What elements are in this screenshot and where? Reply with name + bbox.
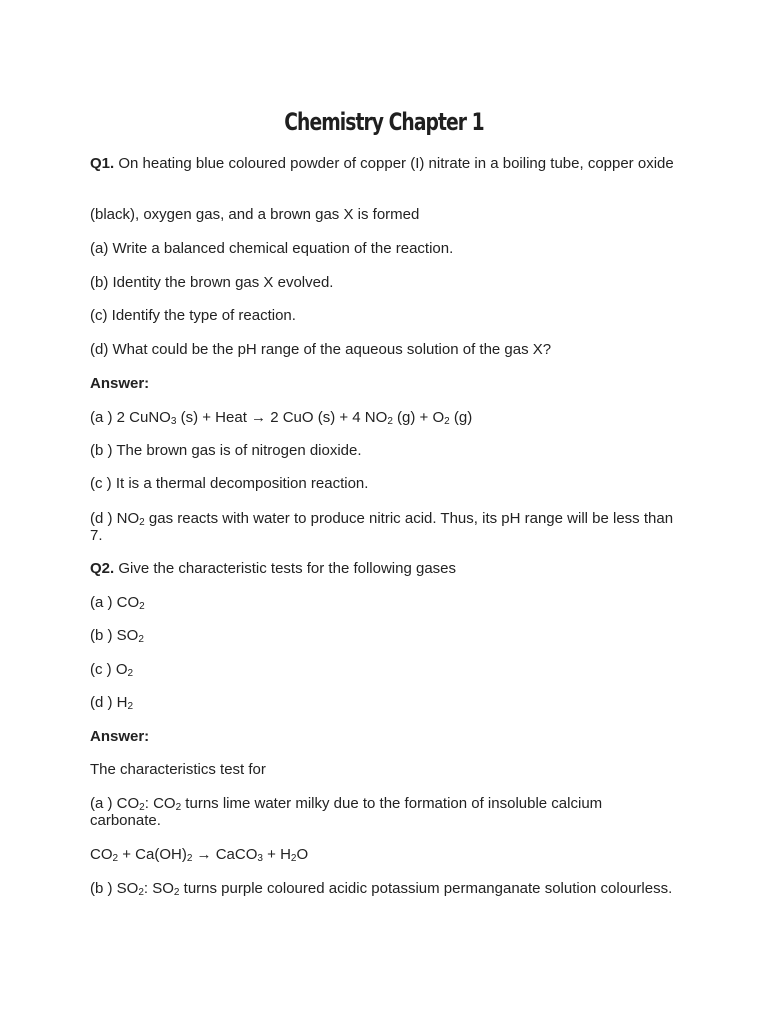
- q2-part-d: (d ) $H_2$: [90, 694, 134, 712]
- q2-intro: The characteristics test for: [90, 761, 266, 778]
- q1-part-b: (b) Identity the brown gas X evolved.: [90, 274, 334, 291]
- q1-answer-d: (d ) $NO_2$ gas reacts with water to produce nitric acid. Thus, its pH range will be less than 7.: [90, 510, 674, 544]
- q2-answer-b: (b ) $SO_2$: $SO_2$ turns purple coloured acidic potassium permanganate solution colourless.: [90, 880, 673, 898]
- document-title: Chemistry Chapter 1: [284, 108, 484, 136]
- q1-part-c: (c) Identify the type of reaction.: [90, 307, 296, 324]
- q1-answer-a: (a ) 2 CuNO$_3$ (s) + Heat → 2 CuO (s) + 4 $NO_2$ $(g) + O_2$ (g): [90, 409, 473, 427]
- q1-part-a: (a) Write a balanced chemical equation of the reaction.: [90, 240, 454, 257]
- q1-text: On heating blue coloured powder of copper (I) nitrate in a boiling tube, copper oxide: [114, 155, 674, 172]
- q1-answer-label: Answer:: [90, 375, 150, 392]
- q2-answer-a: (a ) $CO_2$: $CO_2$ turns lime water milky due to the formation of insoluble calcium carbonate.: [90, 795, 603, 829]
- q2-label: Q2.: [90, 560, 115, 577]
- q1-answer-b: (b ) The brown gas is of nitrogen dioxide.: [90, 442, 362, 459]
- q2-text: Give the characteristic tests for the following gases: [114, 560, 457, 577]
- q2-part-a: (a ) $CO_2$: [90, 594, 145, 612]
- q2-part-b: (b ) $SO_2$: [90, 627, 144, 645]
- q1-question: [90, 155, 675, 172]
- q2-equation: $CO_2 + Ca(OH)_2$ → CaCO$_3$ + $H_2O$: [90, 846, 309, 864]
- q1-label: Q1.: [90, 155, 115, 172]
- q2-question: [90, 560, 675, 577]
- q1-part-d: (d) What could be the pH range of the aqueous solution of the gas X?: [90, 341, 552, 358]
- q1-answer-c: (c ) It is a thermal decomposition reaction.: [90, 475, 369, 492]
- q2-part-c: (c ) $O_2$: [90, 661, 134, 679]
- q1-continuation: (black), oxygen gas, and a brown gas X is formed: [90, 206, 420, 223]
- q2-answer-label: Answer:: [90, 728, 150, 745]
